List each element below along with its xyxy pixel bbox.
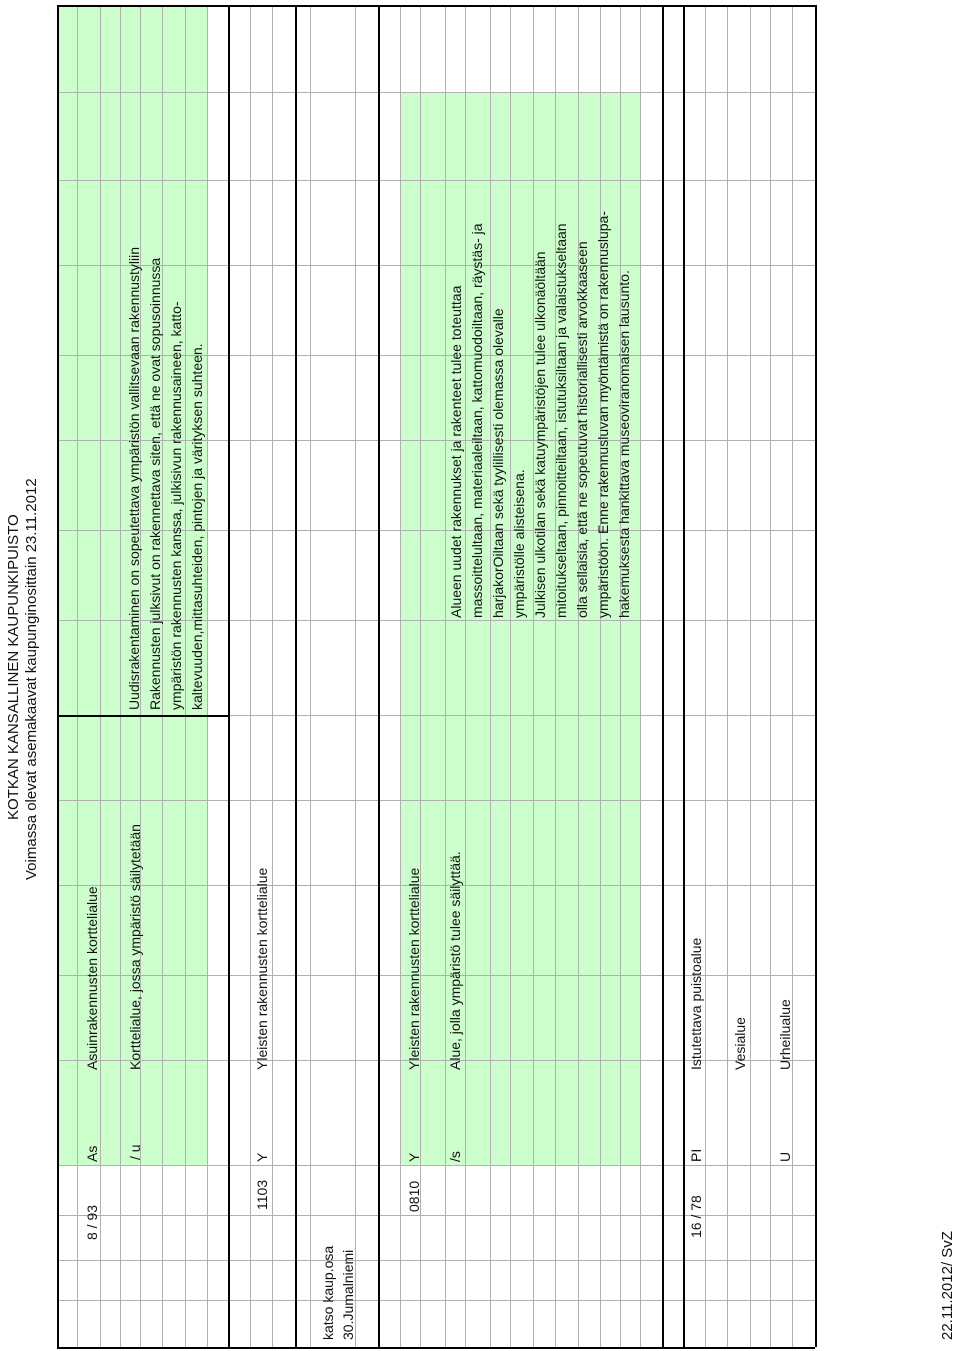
regulation-line: ympäristön rakennusten kanssa, julkisivun rakennusaineen, katto- bbox=[168, 301, 184, 710]
grid-line-horizontal bbox=[57, 715, 228, 717]
grid-line-vertical bbox=[378, 5, 380, 1347]
grid-line-vertical bbox=[640, 5, 641, 1347]
row-name-y-0810: Yleisten rakennusten korttelialue bbox=[406, 867, 422, 1070]
grid-line-vertical bbox=[510, 5, 511, 1347]
grid-line-horizontal bbox=[57, 1260, 815, 1261]
grid-line-vertical bbox=[770, 5, 771, 1347]
grid-line-vertical bbox=[600, 5, 601, 1347]
grid-line-horizontal bbox=[57, 1347, 815, 1349]
regulation-line: Julkisen ulkotilan sekä katuympäristöjen tulee ulkonäöltään bbox=[532, 251, 548, 618]
row-code-y-1103: Y bbox=[254, 1152, 270, 1162]
grid-line-vertical bbox=[815, 5, 817, 1347]
grid-line-vertical bbox=[310, 5, 311, 1347]
grid-line-horizontal bbox=[57, 180, 815, 181]
grid-line-vertical bbox=[683, 5, 685, 1347]
row-id-1103: 1103 bbox=[254, 1179, 270, 1210]
regulation-line: olla sellaisia, että ne sopeutuvat historiallisesti arvokkaaseen bbox=[574, 241, 590, 618]
reference-line-2: 30.Jumalniemi bbox=[340, 1249, 356, 1340]
grid-line-vertical bbox=[400, 5, 401, 1347]
row-code-u: U bbox=[777, 1151, 793, 1162]
regulation-line: harjakorOiltaan sekä tyylillisesti olemassa olevalle bbox=[490, 308, 506, 618]
row-subname-u: Korttelialue, jossa ympäristö säilytetään bbox=[127, 824, 143, 1070]
grid-line-horizontal bbox=[57, 5, 815, 7]
grid-line-vertical bbox=[533, 5, 534, 1347]
regulation-line: Alueen uudet rakennukset ja rakenteet tulee toteuttaa bbox=[448, 285, 464, 618]
grid-line-vertical bbox=[120, 5, 121, 1347]
row-id-8-93: 8 / 93 bbox=[84, 1204, 100, 1240]
grid-line-vertical bbox=[578, 5, 579, 1347]
grid-line-horizontal bbox=[57, 92, 815, 93]
footer-date: 22.11.2012/ SvZ bbox=[939, 1231, 956, 1340]
grid-line-vertical bbox=[272, 5, 273, 1347]
row-name-vesialue: Vesialue bbox=[732, 1017, 748, 1070]
row-id-16-78: 16 / 78 bbox=[688, 1195, 704, 1238]
grid-line-vertical bbox=[355, 5, 356, 1347]
regulation-line: kaltevuuden,mittasuhteiden, pintojen ja värityksen suhteen. bbox=[189, 343, 205, 710]
grid-line-vertical bbox=[77, 5, 78, 1347]
grid-line-vertical bbox=[490, 5, 491, 1347]
row-name-u: Urheilualue bbox=[777, 999, 793, 1070]
row-code-pl: PI bbox=[688, 1148, 704, 1162]
grid-line-vertical bbox=[662, 5, 664, 1347]
grid-line-vertical bbox=[705, 5, 706, 1347]
grid-line-vertical bbox=[750, 5, 751, 1347]
page-title: KOTKAN KANSALLINEN KAUPUNKIPUISTO bbox=[5, 514, 22, 820]
grid-line-vertical bbox=[57, 5, 59, 1347]
row-name-y-1103: Yleisten rakennusten korttelialue bbox=[254, 867, 270, 1070]
grid-line-horizontal bbox=[57, 1165, 815, 1166]
row-subcode-s: /s bbox=[447, 1151, 463, 1162]
regulation-line: ympäristöön. Enne rakennusluvan myöntämistä on rakennuslupa- bbox=[595, 210, 611, 618]
reference-line-1: katso kaup.osa bbox=[320, 1245, 336, 1340]
grid-line-horizontal bbox=[57, 800, 815, 801]
row-name-pl: Istutettava puistoalue bbox=[688, 937, 704, 1070]
row-name-as: Asuinrakennusten korttelialue bbox=[84, 886, 100, 1070]
grid-line-vertical bbox=[295, 5, 297, 1347]
grid-line-vertical bbox=[465, 5, 466, 1347]
row-id-0810: 0810 bbox=[406, 1180, 422, 1212]
row-subcode-u: / u bbox=[127, 1144, 143, 1160]
grid-line-vertical bbox=[445, 5, 446, 1347]
regulation-line: mitoitukseltaan, pinnoitteiltaan, istutuksiltaan ja valaistukseltaan bbox=[553, 223, 569, 618]
grid-line-horizontal bbox=[57, 885, 815, 886]
regulation-line: Uudisrakentaminen on sopeutettava ympäristön vallitsevaan rakennustyliin bbox=[126, 246, 142, 710]
grid-line-vertical bbox=[620, 5, 621, 1347]
grid-line-vertical bbox=[555, 5, 556, 1347]
grid-line-vertical bbox=[727, 5, 728, 1347]
regulation-line: ympäristölle alisteisena. bbox=[511, 469, 527, 618]
regulation-line: Rakennusten julksivut on rakennettava siten, että ne ovat sopusoinnussa bbox=[147, 257, 163, 710]
page-subtitle: Voimassa olevat asemakaavat kaupunginosittain 23.11.2012 bbox=[23, 478, 40, 880]
regulation-line: hakemuksesta hankittava museoviranomaisen lausunto. bbox=[616, 270, 632, 618]
grid-line-vertical bbox=[420, 5, 421, 1347]
row-code-y-0810: Y bbox=[406, 1152, 422, 1162]
regulation-0810 bbox=[446, 211, 635, 618]
grid-line-vertical bbox=[228, 5, 230, 1347]
row-code-as: As bbox=[84, 1145, 100, 1162]
grid-line-vertical bbox=[250, 5, 251, 1347]
grid-line-vertical bbox=[792, 5, 793, 1347]
grid-line-horizontal bbox=[57, 1300, 815, 1301]
regulation-as bbox=[124, 247, 208, 710]
regulation-line: massoittelultaan, materiaaleiltaan, kattomuodoiltaan, räystäs- ja bbox=[469, 223, 485, 618]
row-subname-s: Alue, jolla ympäristö tulee säilyttää. bbox=[447, 851, 463, 1070]
